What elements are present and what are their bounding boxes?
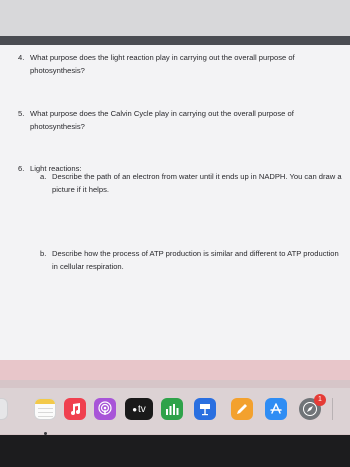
top-bar-divider xyxy=(0,36,350,45)
subquestion-text: Describe the path of an electron from water until it ends up in NADPH. You can draw a picture if it helps. xyxy=(52,172,342,194)
music-note-icon[interactable] xyxy=(64,398,86,420)
question-text: Light reactions: xyxy=(30,164,82,173)
dock-divider xyxy=(332,398,333,420)
podcasts-icon[interactable] xyxy=(94,398,116,420)
apple-tv-icon[interactable]: ● tv xyxy=(125,398,153,420)
bar-chart-icon[interactable] xyxy=(161,398,183,420)
document-page xyxy=(0,45,350,360)
question-number: 6. xyxy=(18,164,25,173)
notes-icon[interactable] xyxy=(34,398,56,420)
screen-bezel xyxy=(0,435,350,467)
desktop-background xyxy=(0,360,350,380)
app-icon-partial[interactable] xyxy=(0,398,8,420)
question-number: 4. xyxy=(18,53,25,62)
subquestion-letter: a. xyxy=(40,172,47,181)
question-number: 5. xyxy=(18,109,25,118)
top-bar xyxy=(0,0,350,36)
question-text: What purpose does the Calvin Cycle play in carrying out the overall purpose of photosynthesis? xyxy=(30,109,294,131)
pen-icon[interactable] xyxy=(231,398,253,420)
question-text: What purpose does the light reaction play in carrying out the overall purpose of photosynthesis? xyxy=(30,53,295,75)
notification-badge: 1 xyxy=(314,394,326,406)
subquestion-text: Describe how the process of ATP production is similar and different to ATP production in cellular respiration. xyxy=(52,249,339,271)
podium-icon[interactable] xyxy=(194,398,216,420)
tv-label: tv xyxy=(138,403,146,415)
app-store-icon[interactable] xyxy=(265,398,287,420)
subquestion-letter: b. xyxy=(40,249,47,258)
